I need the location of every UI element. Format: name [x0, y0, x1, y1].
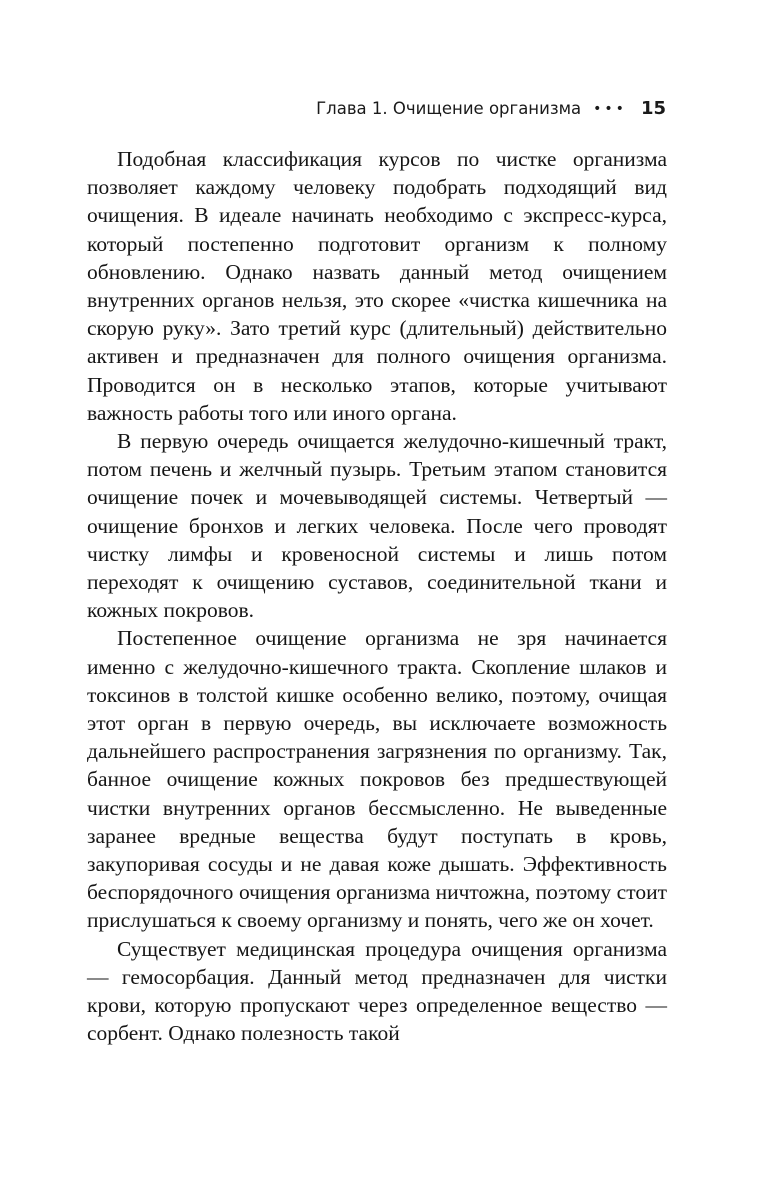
chapter-title: Глава 1. Очищение организма	[316, 99, 582, 118]
body-text	[87, 145, 667, 1048]
paragraph: Существует медицинская процедура очищения организма — гемосорбация. Данный метод предназначен для чистки крови, которую пропускают через определенное вещество — сорбент. Однако полезность такой	[87, 936, 667, 1046]
header-separator-dots: •••	[593, 101, 627, 117]
paragraph: Постепенное очищение организма не зря начинается именно с желудочно-кишечного тракта. Скопление шлаков и токсинов в толстой кишке особенно велико, поэтому, очищая этот орган в первую очередь, вы исключаете возможность дальнейшего распространения загрязнения по организму. Так, банное очищение кожных покровов без предшествующей чистки внутренних органов бессмысленно. Не выведенные заранее вредные вещества будут поступать в кровь, закупоривая сосуды и не давая коже дышать. Эффективность беспорядочного очищения организма ничтожна, поэтому стоит прислушаться к своему организму и понять, чего же он хочет.	[87, 626, 667, 933]
running-header	[0, 97, 666, 121]
paragraph: В первую очередь очищается желудочно-кишечный тракт, потом печень и желчный пузырь. Третьим этапом становится очищение почек и мочевыводящей системы. Четвертый — очищение бронхов и легких человека. После чего проводят чистку лимфы и кровеносной системы и лишь потом переходят к очищению суставов, соединительной ткани и кожных покровов.	[87, 429, 667, 623]
paragraph: Подобная классификация курсов по чистке организма позволяет каждому человеку подобрать подходящий вид очищения. В идеале начинать необходимо с экспресс-курса, который постепенно подготовит организм к полному обновлению. Однако назвать данный метод очищением внутренних органов нельзя, это скорее «чистка кишечника на скорую руку». Зато третий курс (длительный) действительно активен и предназначен для полного очищения организма. Проводится он в несколько этапов, которые учитывают важность работы того или иного органа.	[87, 147, 667, 425]
page-number: 15	[640, 98, 666, 119]
